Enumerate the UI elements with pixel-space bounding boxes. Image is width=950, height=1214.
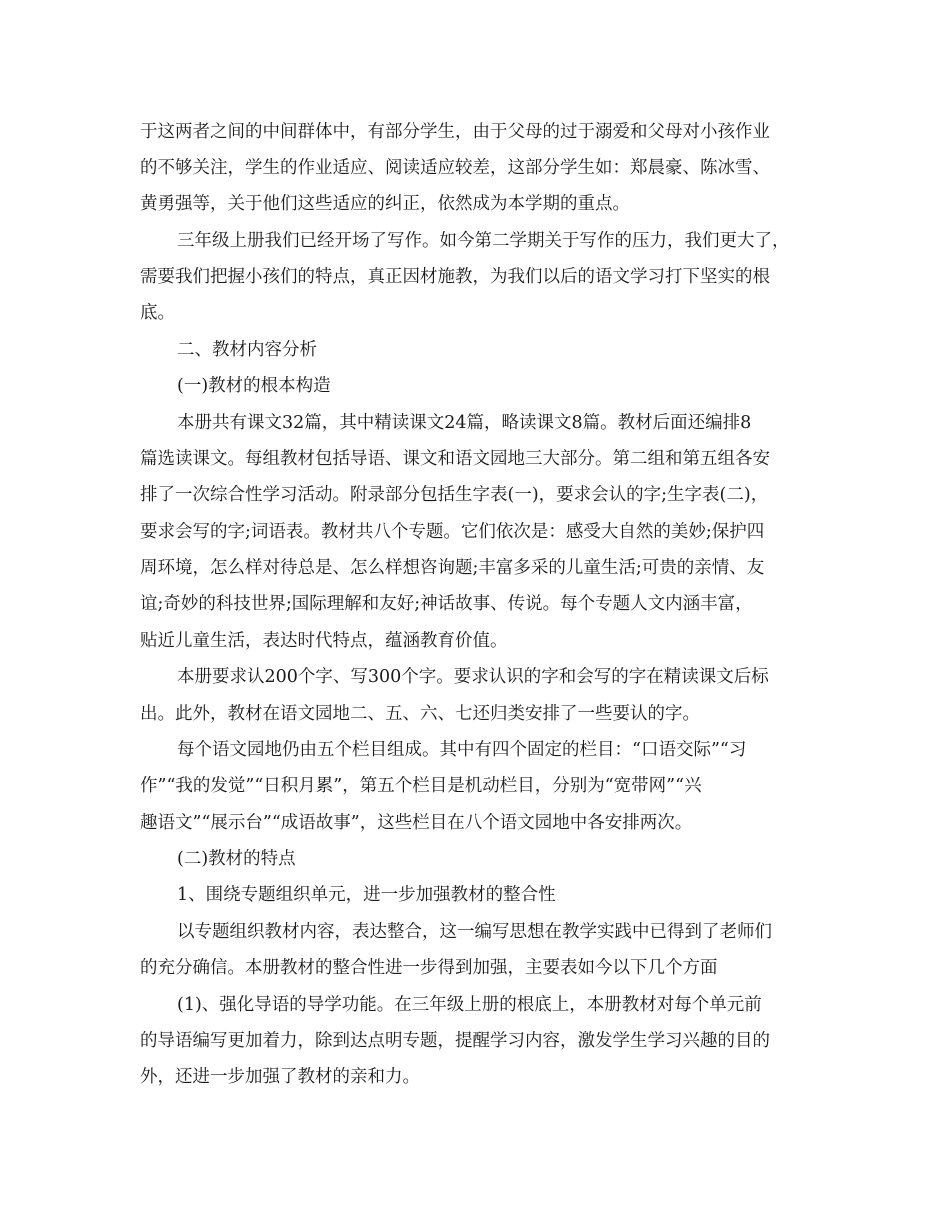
text-line: 于这两者之间的中间群体中，有部分学生，由于父母的过于溺爱和父母对小孩作业 [140,122,770,142]
text-line: 排了一次综合性学习活动。附录部分包括生字表(一)，要求会认的字;生字表(二)， [140,485,769,505]
section-heading: 二、教材内容分析 [177,340,317,360]
text-line: 周环境，怎么样对待总是、怎么样想咨询题;丰富多采的儿童生活;可贵的亲情、友 [140,558,765,578]
text-line: 的充分确信。本册教材的整合性进一步得到加强，主要表如今以下几个方面 [140,958,718,978]
subsection-heading: (二)教材的特点 [177,849,296,869]
text-line: 篇选读课文。每组教材包括导语、课文和语文园地三大部分。第二组和第五组各安 [140,449,770,469]
text-line: 外，还进一步加强了教材的亲和力。 [140,1067,420,1087]
paragraph-start-line: 本册共有课文32篇，其中精读课文24篇，略读课文8篇。教材后面还编排8 [177,413,752,433]
paragraph-start-line: (1)、强化导语的导学功能。在三年级上册的根底上，本册教材对每个单元前 [177,995,762,1015]
text-line: 需要我们把握小孩们的特点，真正因材施教，为我们以后的语文学习打下坚实的根 [140,267,770,287]
text-line: 作”“我的发觉”“日积月累”，第五个栏目是机动栏目，分别为“宽带网”“兴 [140,776,702,796]
subsection-heading: (一)教材的根本构造 [177,376,331,396]
paragraph-start-line: 本册要求认200个字、写300个字。要求认识的字和会写的字在精读课文后标 [177,667,769,687]
text-line: 底。 [140,303,175,323]
text-line: 出。此外，教材在语文园地二、五、六、七还归类安排了一些要认的字。 [140,704,700,724]
text-line: 的不够关注，学生的作业适应、阅读适应较差，这部分学生如：郑晨豪、陈冰雪、 [140,158,770,178]
text-line: 要求会写的字;词语表。教材共八个专题。它们依次是：感受大自然的美妙;保护四 [140,522,765,542]
paragraph-start-line: 每个语文园地仍由五个栏目组成。其中有四个固定的栏目：“口语交际”“习 [177,740,747,760]
paragraph-start-line: 以专题组织教材内容，表达整合，这一编写思想在教学实践中已得到了老师们 [177,922,772,942]
text-line: 黄勇强等，关于他们这些适应的纠正，依然成为本学期的重点。 [140,194,630,214]
text-line: 谊;奇妙的科技世界;国际理解和友好;神话故事、传说。每个专题人文内涵丰富， [140,594,753,614]
item-heading: 1、围绕专题组织单元，进一步加强教材的整合性 [177,885,556,905]
paragraph-start-line: 三年级上册我们已经开场了写作。如今第二学期关于写作的压力，我们更大了， [177,231,790,251]
text-line: 趣语文”“展示台”“成语故事”，这些栏目在八个语文园地中各安排两次。 [140,813,693,833]
text-line: 贴近儿童生活，表达时代特点，蕴涵教育价值。 [140,631,508,651]
text-line: 的导语编写更加着力，除到达点明专题，提醒学习内容，激发学生学习兴趣的目的 [140,1031,770,1051]
